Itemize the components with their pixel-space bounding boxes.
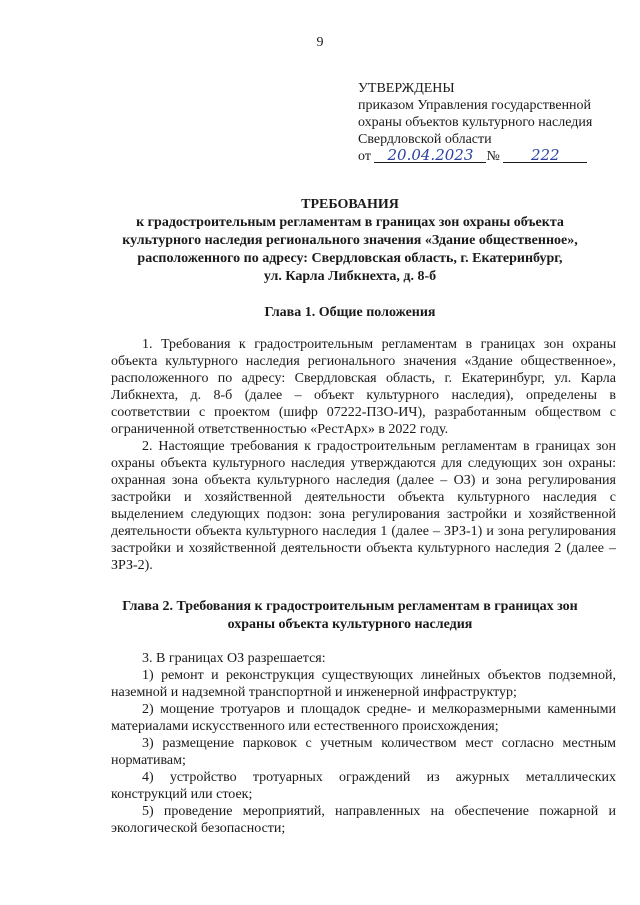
- approval-block: [358, 80, 628, 165]
- paragraph-2: 2. Настоящие требования к градостроительным регламентам в границах зон охраны объекта культурного наследия утверждаются для следующих зон охраны: охранная зона объекта культурного наследия (далее – ОЗ) и зона регулирования застройки и хозяйственной деятельности объекта культурного наследия с выделением следующих подзон: зона регулирования застройки и хозяйственной деятельности объекта культурного наследия 1 (далее – ЗРЗ-1) и зона регулирования застройки и хозяйственной деятельности объекта культурного наследия 2 (далее – ЗРЗ-2).: [111, 439, 616, 573]
- paragraph-3: 3. В границах ОЗ разрешается:: [142, 651, 326, 666]
- approval-line-3: Свердловской области: [358, 132, 492, 147]
- chapter-2-heading-line-1: Глава 2. Требования к градостроительным регламентам в границах зон: [122, 599, 578, 614]
- list-item: 1) ремонт и реконструкция существующих линейных объектов подземной, наземной и надземной транспортной и инженерной инфраструктур;: [111, 668, 616, 700]
- approval-line-1: приказом Управления государственной: [358, 98, 592, 113]
- chapter-2-body: [111, 650, 616, 837]
- approval-heading: УТВЕРЖДЕНЫ: [358, 81, 455, 96]
- list-item: 4) устройство тротуарных ограждений из ажурных металлических конструкций или стоек;: [111, 770, 616, 802]
- title-line-2: к градостроительным регламентам в границах зон охраны объекта: [136, 215, 564, 230]
- chapter-2-heading: [60, 598, 640, 634]
- title-line-1: ТРЕБОВАНИЯ: [301, 197, 399, 212]
- chapter-1-body: [111, 336, 616, 574]
- title-line-3: культурного наследия регионального значения «Здание общественное»,: [122, 233, 578, 248]
- list-item: 5) проведение мероприятий, направленных на обеспечение пожарной и экологической безопасности;: [111, 804, 616, 836]
- number-prefix: №: [486, 149, 500, 164]
- date-prefix: от: [358, 149, 371, 164]
- list-item: 3) размещение парковок с учетным количеством мест согласно местным нормативам;: [111, 736, 616, 768]
- paragraph-1: 1. Требования к градостроительным регламентам в границах зон охраны объекта культурного наследия регионального значения «Здание общественное», расположенного по адресу: Свердловская область, г. Екатеринбург, ул. Карла Либкнехта, д. 8-б (далее – объект культурного наследия), определены в соответствии с проектом (шифр 07222-ПЗО-ИЧ), разработанным обществом с ограниченной ответственностью «РестАрх» в 2022 году.: [111, 337, 616, 437]
- handwritten-date: 20.04.2023: [374, 148, 486, 163]
- chapter-1-heading: Глава 1. Общие положения: [264, 305, 436, 320]
- handwritten-number: 222: [503, 148, 587, 163]
- document-title: [60, 196, 640, 286]
- page-number: 9: [316, 35, 324, 50]
- chapter-2-heading-line-2: охраны объекта культурного наследия: [227, 617, 473, 632]
- approval-line-2: охраны объектов культурного наследия: [358, 115, 593, 130]
- title-line-5: ул. Карла Либкнехта, д. 8-б: [263, 269, 437, 284]
- title-line-4: расположенного по адресу: Свердловская область, г. Екатеринбург,: [137, 251, 563, 266]
- approval-date-line: [358, 148, 628, 165]
- list-item: 2) мощение тротуаров и площадок средне- и мелкоразмерными каменными материалами искусственного или естественного происхождения;: [111, 702, 616, 734]
